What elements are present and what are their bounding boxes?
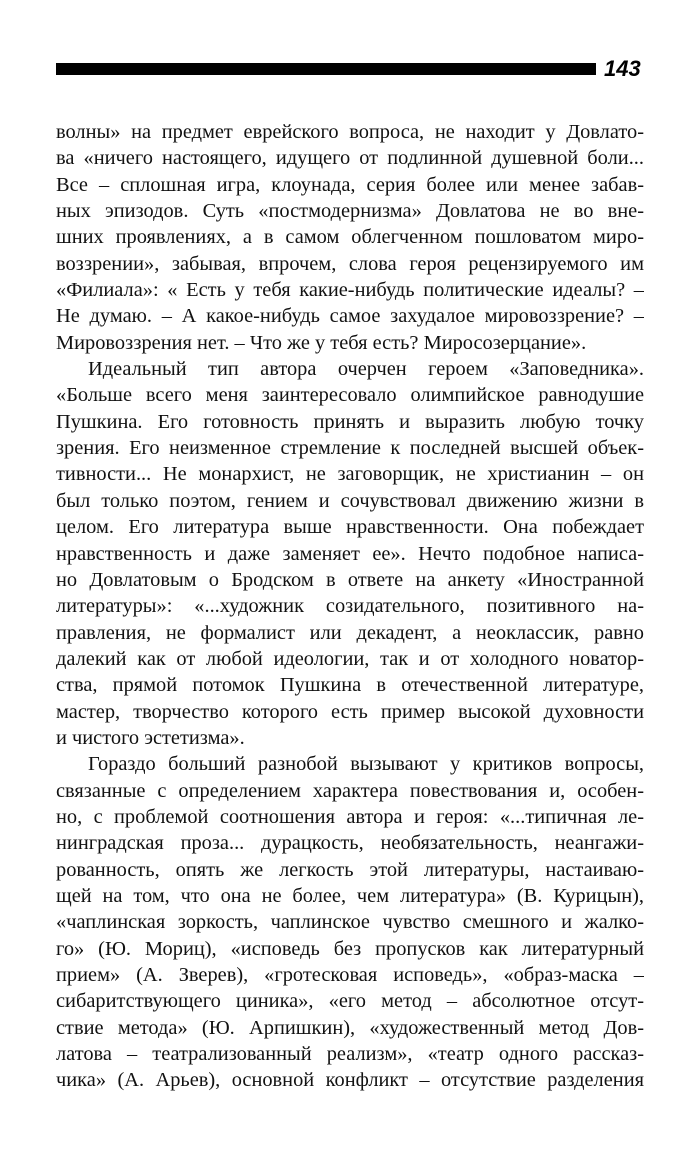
text-line: Идеальный тип автора очерчен героем «Заповедника». [88,358,644,381]
text-line: но Довлатовым о Бродском в ответе на анкету «Иностранной [56,568,644,591]
text-line: мастер, творчество которого есть пример высокой духовности [56,700,644,723]
text-line: ва «ничего настоящего, идущего от подлинной душевной боли... [56,147,644,170]
text-line: шних проявлениях, а в самом облегченном пошловатом миро- [56,226,644,249]
text-line: был только поэтом, гением и сочувствовал движению жизни в [56,489,644,512]
text-line: правления, не формалист или декадент, а неоклассик, равно [56,621,644,644]
text-line: прием» (А. Зверев), «гротесковая исповедь», «образ-маска – [56,964,644,986]
text-line: ствие метода» (Ю. Арпишкин), «художественный метод Дов- [56,1016,644,1039]
text-line: связанные с определением характера повествования и, особен- [56,779,644,802]
text-line: и чистого эстетизма». [56,726,245,749]
text-line: ных эпизодов. Суть «постмодернизма» Довлатова не во вне- [56,200,644,223]
text-line: далекий как от любой идеологии, так и от холодного новатор- [56,647,644,670]
text-line: ства, прямой потомок Пушкина в отечественной литературе, [56,674,644,697]
text-line: но, с проблемой соотношения автора и героя: «...типичная ле- [56,805,644,828]
text-line: тивности... Не монархист, не заговорщик, не христианин – он [56,463,644,486]
text-line: Пушкина. Его готовность принять и выразить любую точку [56,410,644,433]
text-line: зрения. Его неизменное стремление к последней высшей объек- [56,437,644,460]
text-line: сибаритствующего циника», «его метод – абсолютное отсут- [56,990,644,1013]
text-line: «чаплинская зоркость, чаплинское чувство смешного и жалко- [56,911,644,934]
text-line: воззрении», забывая, впрочем, слова героя рецензируемого им [56,252,644,275]
text-line: Все – сплошная игра, клоунада, серия более или менее забав- [56,173,644,196]
text-line: латова – театрализованный реализм», «театр одного рассказ- [56,1043,644,1066]
text-line: Гораздо больший разнобой вызывают у критиков вопросы, [88,753,644,776]
text-line: нинградская проза... дурацкость, необязательность, неангажи- [56,832,644,855]
text-line: рованность, опять же легкость этой литературы, настаиваю- [56,858,644,881]
header-rule [56,63,596,75]
text-line: Мировоззрения нет. – Что же у тебя есть? Миросозерцание». [56,331,587,354]
page-number: 143 [604,56,641,81]
text-line: целом. Его литература выше нравственности. Она побеждает [56,516,644,539]
text-line: чика» (А. Арьев), основной конфликт – отсутствие разделения [56,1069,644,1092]
text-line: литературы»: «...художник созидательного, позитивного на- [56,595,644,618]
text-line: Не думаю. – А какое-нибудь самое захудалое мировоззрение? – [56,305,644,328]
text-line: нравственность и даже заменяет ее». Нечто подобное написа- [56,542,644,565]
text-line: волны» на предмет еврейского вопроса, не находит у Довлато- [56,121,644,143]
text-line: щей на том, что она не более, чем литература» (В. Курицын), [56,884,644,907]
text-line: го» (Ю. Мориц), «исповедь без пропусков как литературный [56,937,644,960]
text-line: «Больше всего меня заинтересовало олимпийское равнодушие [56,384,644,407]
body-text [56,119,644,1094]
text-line: «Филиала»: « Есть у тебя какие-нибудь политические идеалы? – [56,279,644,302]
